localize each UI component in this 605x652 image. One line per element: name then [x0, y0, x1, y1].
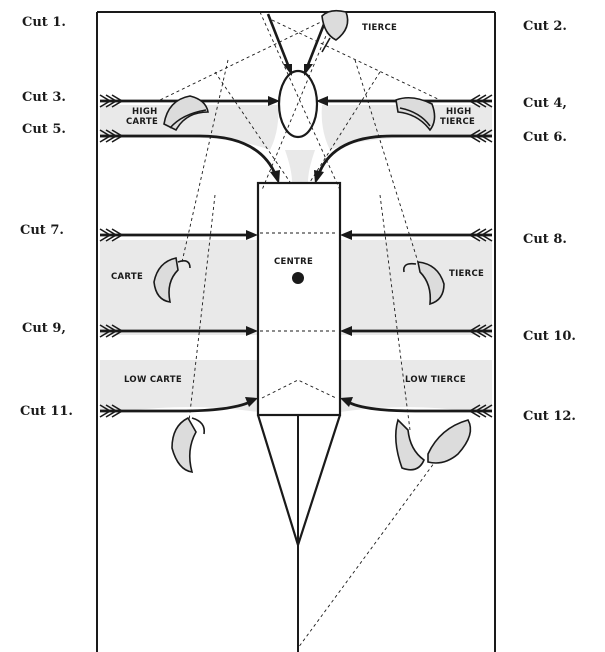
guard-label-carte: CARTE: [111, 272, 144, 282]
guard-label-high-tierce-1: HIGH: [446, 107, 472, 117]
cut-label-10: Cut 10.: [523, 329, 576, 344]
cut-label-7: Cut 7.: [20, 223, 64, 238]
arrow-cut-1: [268, 14, 292, 76]
guard-label-tierce-top: TIERCE: [362, 23, 398, 33]
cut-label-4: Cut 4,: [523, 96, 567, 111]
cut-label-8: Cut 8.: [523, 232, 567, 247]
torso: [258, 183, 340, 415]
cut-label-11: Cut 11.: [20, 404, 73, 419]
sabre-hilt-low-carte: [172, 418, 204, 472]
sabre-hilt-low-tierce: [396, 420, 471, 470]
cut-label-2: Cut 2.: [523, 19, 567, 34]
cut-label-6: Cut 6.: [523, 130, 567, 145]
cut-arrows: [100, 14, 492, 417]
guard-label-tierce: TIERCE: [449, 269, 485, 279]
cut-label-1: Cut 1.: [22, 15, 66, 30]
cut-label-12: Cut 12.: [523, 409, 576, 424]
guard-label-high-tierce-2: TIERCE: [440, 117, 476, 127]
arrow-cut-7: [100, 229, 258, 241]
cut-label-9: Cut 9,: [22, 321, 66, 336]
guard-label-high-carte-1: HIGH: [132, 107, 158, 117]
guard-label-low-carte: LOW CARTE: [124, 375, 182, 385]
cut-label-3: Cut 3.: [22, 90, 66, 105]
sabre-hilt-tierce-top: [322, 11, 348, 52]
centre-target: [292, 272, 304, 284]
guard-label-low-tierce: LOW TIERCE: [405, 375, 467, 385]
centre-label: CENTRE: [274, 257, 314, 267]
cut-label-5: Cut 5.: [22, 122, 66, 137]
arrow-cut-8: [340, 229, 492, 241]
guard-label-high-carte-2: CARTE: [126, 117, 159, 127]
